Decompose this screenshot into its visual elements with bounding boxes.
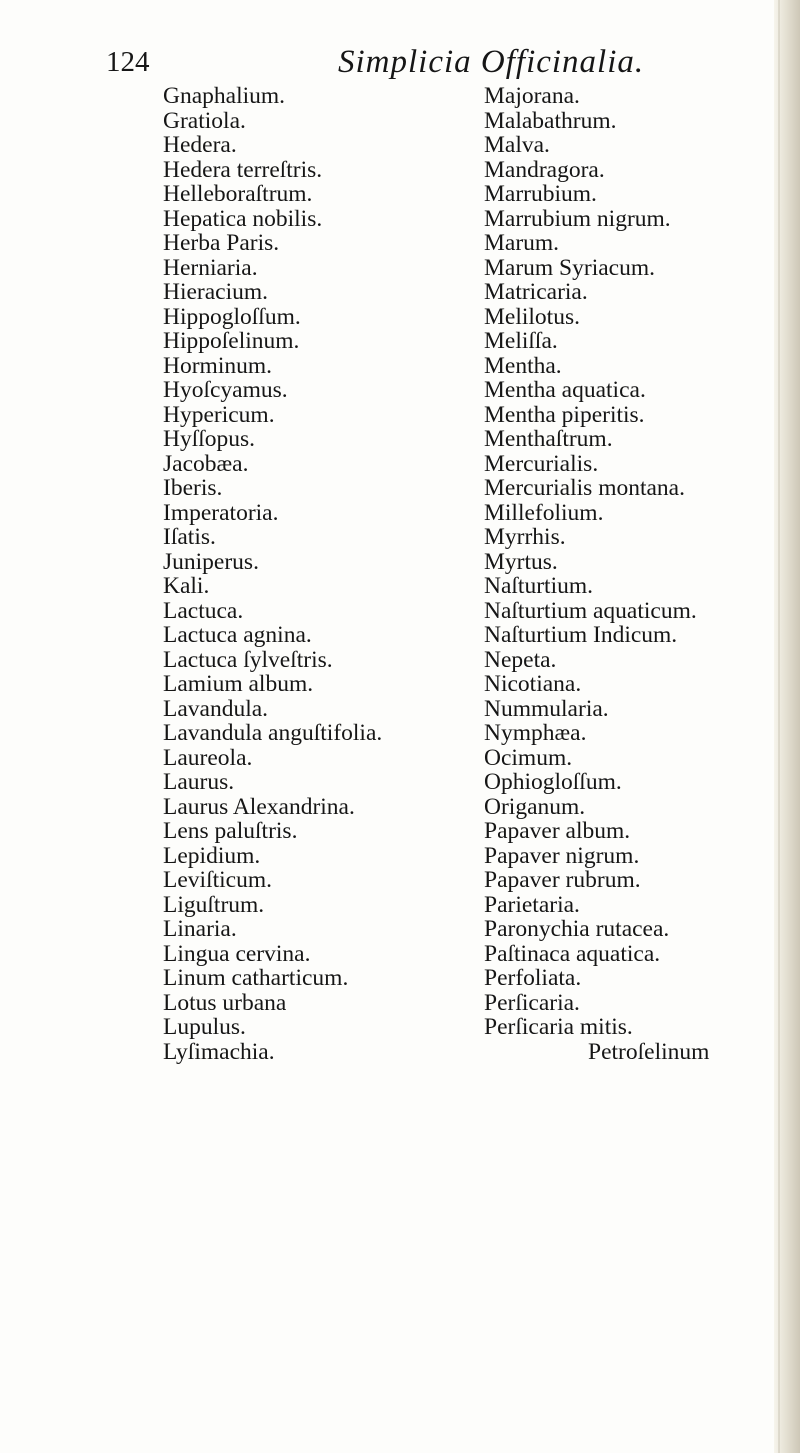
- list-item: Laurus.: [163, 769, 235, 795]
- list-item: Myrrhis.: [484, 524, 566, 550]
- running-title: Simplicia Officinalia.: [338, 44, 645, 80]
- list-item: Hippogloſſum.: [163, 303, 301, 330]
- list-item: Iſatis.: [163, 524, 216, 550]
- list-item: Mercurialis.: [484, 450, 599, 477]
- list-item: Laurus Alexandrina.: [163, 793, 355, 820]
- list-item: Nepeta.: [484, 646, 557, 673]
- list-item: Paſtinaca aquatica.: [484, 940, 661, 967]
- list-item: Marrubium.: [484, 181, 597, 207]
- list-item: Juniperus.: [163, 548, 259, 575]
- list-item: Nymphæa.: [484, 720, 587, 746]
- list-item: Liguſtrum.: [163, 891, 265, 918]
- left-column-list: [163, 84, 382, 1064]
- list-item: Hieracium.: [163, 279, 269, 305]
- list-item: Herba Paris.: [163, 230, 280, 256]
- list-item: Kali.: [163, 573, 210, 599]
- list-item: Hypericum.: [163, 401, 275, 428]
- list-item: Perſicaria mitis.: [484, 1014, 633, 1040]
- list-item: Papaver album.: [484, 818, 631, 844]
- list-item: Mentha aquatica.: [484, 377, 646, 403]
- list-item: Mentha piperitis.: [484, 401, 645, 428]
- list-item: Lactuca ſylveſtris.: [163, 646, 333, 673]
- list-item: Linaria.: [163, 916, 237, 942]
- list-item: Myrtus.: [484, 548, 558, 575]
- list-item: Paronychia rutacea.: [484, 916, 670, 942]
- list-item: Meliſſa.: [484, 328, 558, 354]
- list-item: Mandragora.: [484, 156, 605, 183]
- list-item: Gratiola.: [163, 107, 246, 134]
- page-binding-edge: [774, 0, 800, 1453]
- list-item: Lepidium.: [163, 842, 261, 869]
- list-item: Ocimum.: [484, 744, 573, 771]
- list-item: Majorana.: [484, 83, 580, 109]
- list-item: Gnaphalium.: [163, 83, 286, 109]
- list-item: Lupulus.: [163, 1014, 246, 1040]
- list-item: Lamium album.: [163, 671, 314, 697]
- list-item: Naſturtium Indicum.: [484, 622, 678, 648]
- list-item: Petroſelinum: [588, 1038, 710, 1065]
- list-item: Horminum.: [163, 352, 273, 379]
- list-item: Matricaria.: [484, 279, 588, 305]
- list-item: Lavandula anguſtifolia.: [163, 720, 383, 746]
- list-item: Nummularia.: [484, 695, 609, 722]
- list-item: Parietaria.: [484, 891, 580, 918]
- list-item: Melilotus.: [484, 303, 580, 330]
- list-item: Linum catharticum.: [163, 965, 349, 991]
- list-item: Lavandula.: [163, 695, 269, 722]
- list-item: Mercurialis montana.: [484, 475, 685, 501]
- list-item: Jacobæa.: [163, 450, 249, 477]
- list-item: Hedera.: [163, 132, 237, 158]
- list-item: Papaver rubrum.: [484, 867, 641, 893]
- list-item: Lotus urbana: [163, 989, 287, 1016]
- list-item: Helleboraſtrum.: [163, 181, 313, 207]
- list-item: Lactuca.: [163, 597, 244, 624]
- list-item: Marum Syriacum.: [484, 254, 655, 281]
- list-item: Ophiogloſſum.: [484, 769, 622, 795]
- list-item: Naſturtium.: [484, 573, 593, 599]
- list-item: Laureola.: [163, 744, 253, 771]
- list-item: Papaver nigrum.: [484, 842, 640, 869]
- list-item: Perſicaria.: [484, 989, 580, 1016]
- list-item: Millefolium.: [484, 499, 604, 526]
- list-item: Lyſimachia.: [163, 1038, 275, 1065]
- list-item: Mentha.: [484, 352, 562, 379]
- right-column-list: [484, 84, 709, 1064]
- list-item: Menthaſtrum.: [484, 426, 613, 452]
- list-item: Herniaria.: [163, 254, 258, 281]
- list-item: Marrubium nigrum.: [484, 205, 671, 232]
- list-item: Malabathrum.: [484, 107, 617, 134]
- list-item: Marum.: [484, 230, 560, 256]
- list-item: Iberis.: [163, 475, 223, 501]
- list-item: Hyſſopus.: [163, 426, 256, 452]
- list-item: Lactuca agnina.: [163, 622, 312, 648]
- list-item: Hyoſcyamus.: [163, 377, 288, 403]
- list-item: Hepatica nobilis.: [163, 205, 323, 232]
- list-item: Nicotiana.: [484, 671, 582, 697]
- list-item: Imperatoria.: [163, 499, 279, 526]
- list-item: Lingua cervina.: [163, 940, 311, 967]
- list-item: Origanum.: [484, 793, 586, 820]
- list-item: Hippoſelinum.: [163, 328, 300, 354]
- list-item: Lens paluſtris.: [163, 818, 298, 844]
- page-number: 124: [106, 46, 150, 78]
- list-item: Perfoliata.: [484, 965, 582, 991]
- list-item: Malva.: [484, 132, 550, 158]
- list-item: Leviſticum.: [163, 867, 272, 893]
- list-item: Naſturtium aquaticum.: [484, 597, 697, 624]
- list-item: Hedera terreſtris.: [163, 156, 323, 183]
